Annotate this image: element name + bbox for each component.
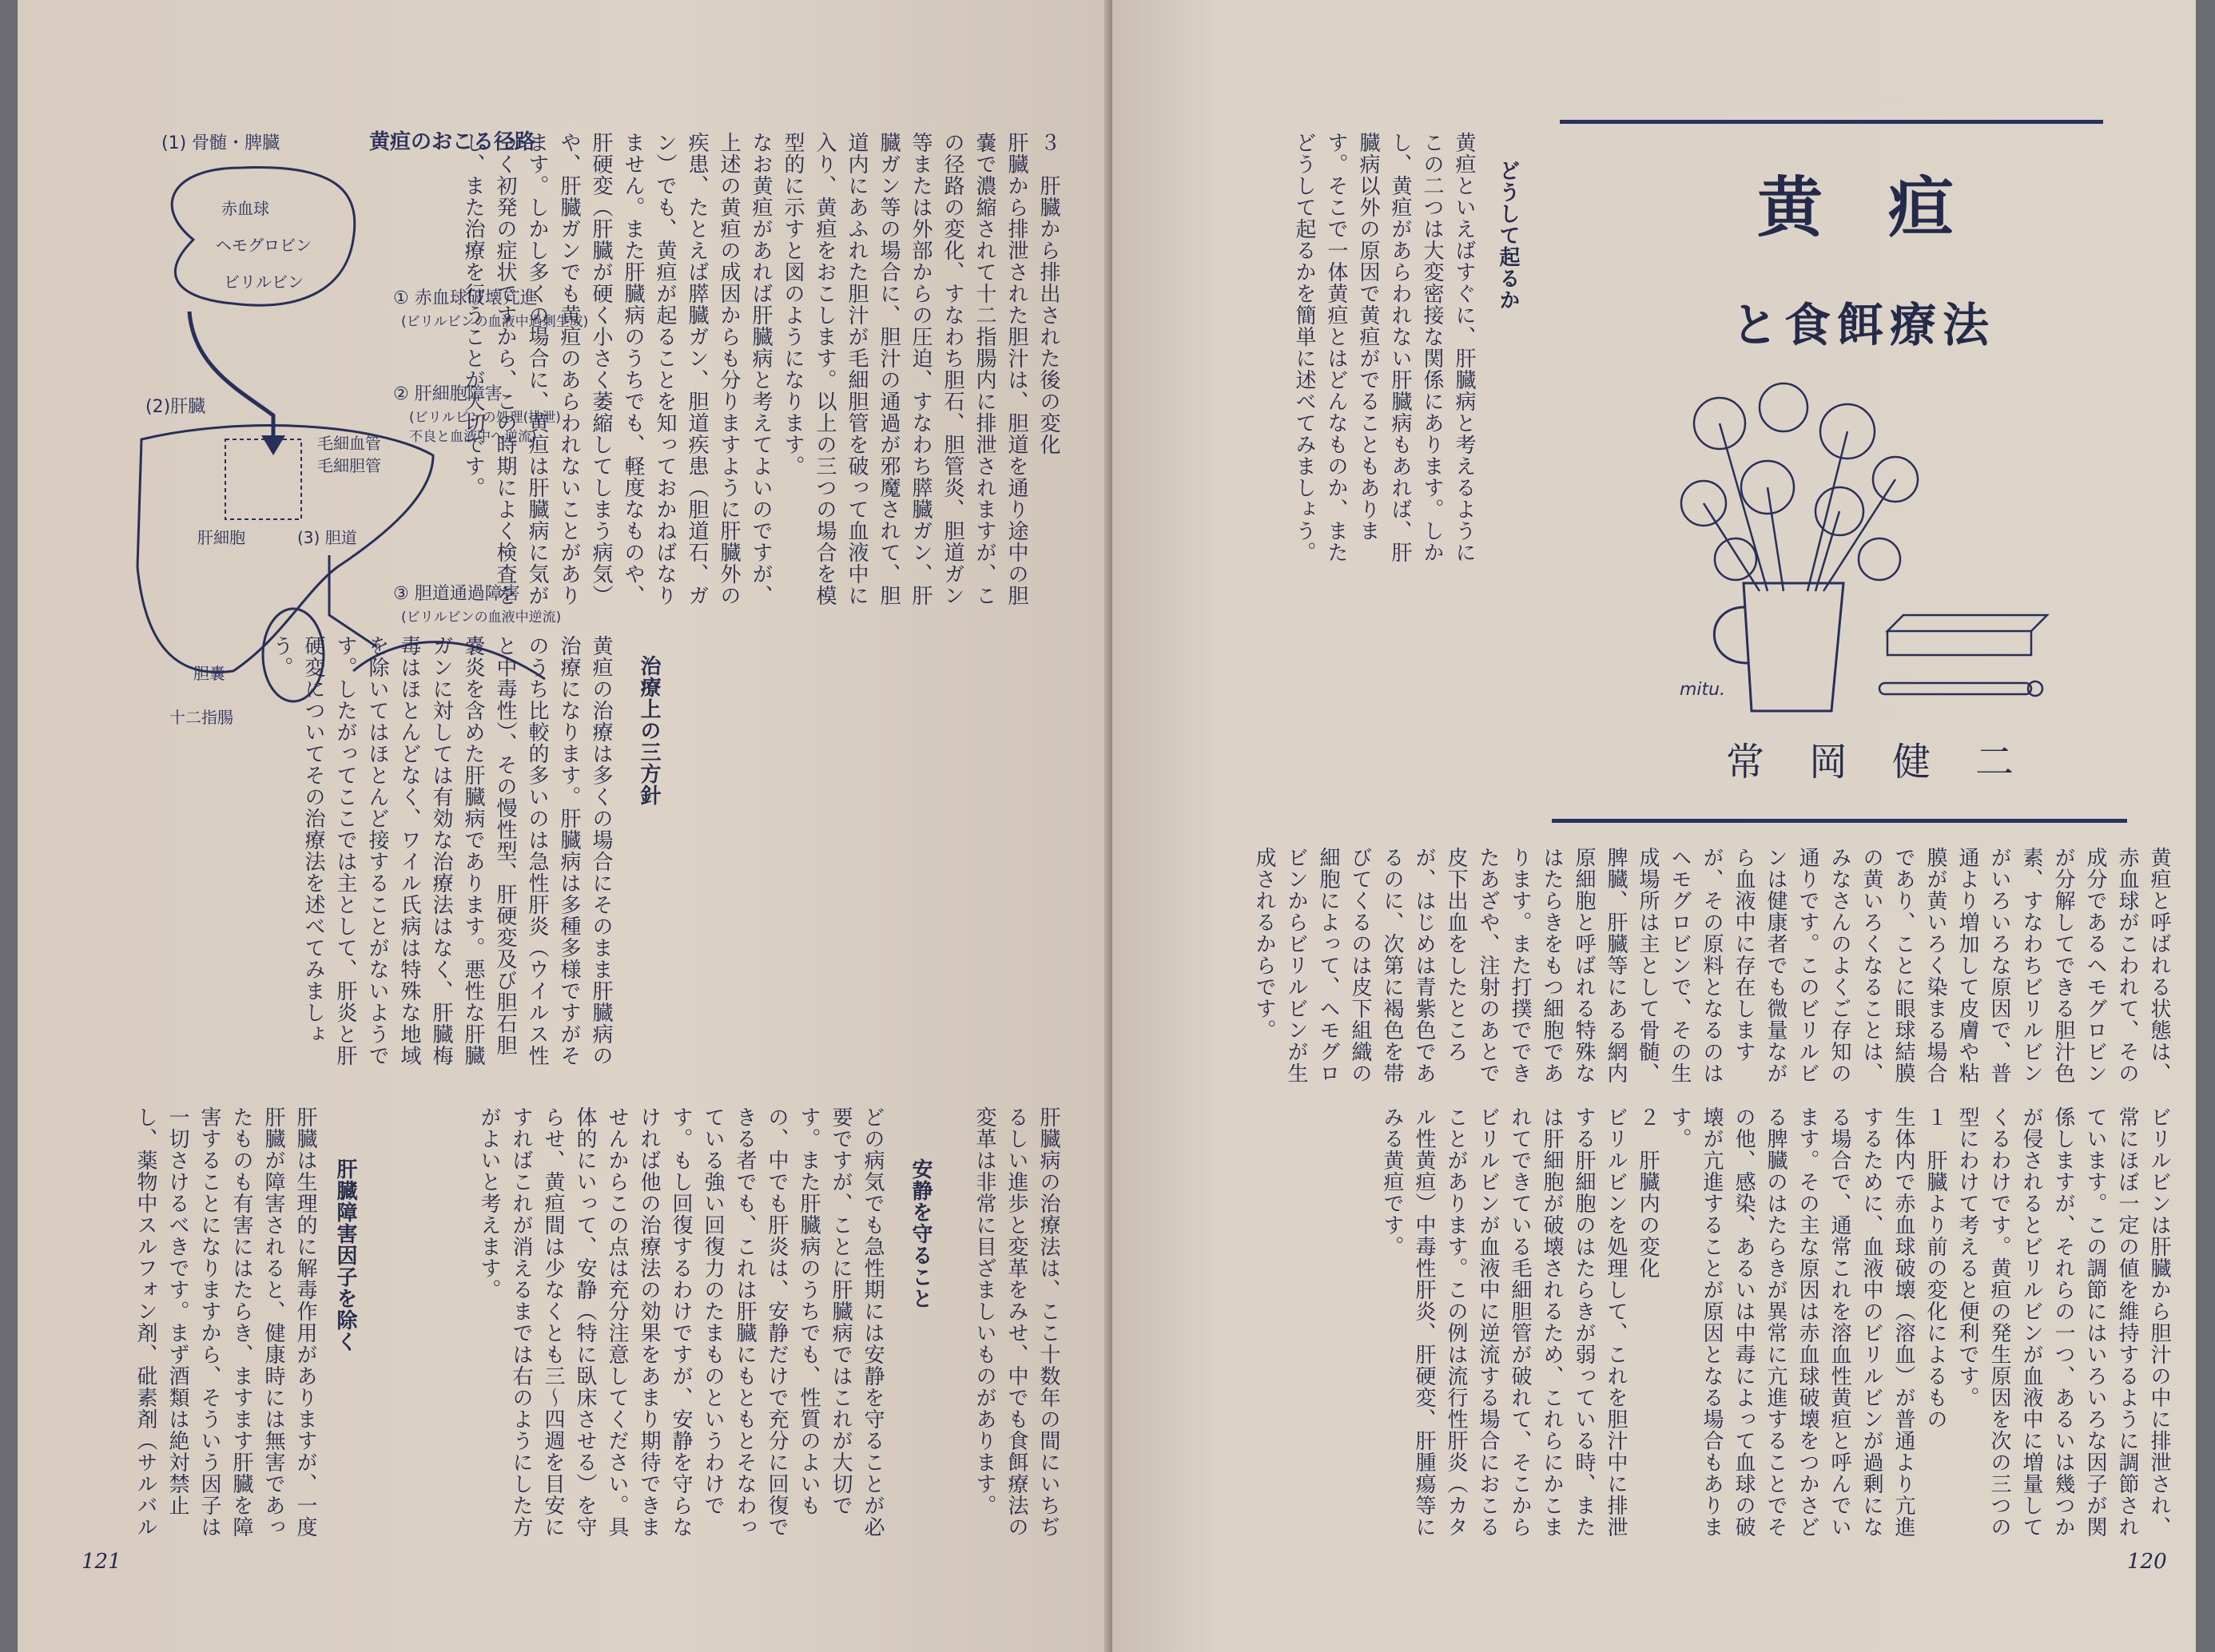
arrowhead [261,435,285,455]
flower-vase-illustration [1672,375,2087,727]
page-number-right: 120 [2127,1550,2167,1574]
heading-treatment: 治療上の三方針 [637,655,661,806]
label-liver: (2)肝臓 [145,397,206,417]
label-duodenum: 十二指腸 [169,708,233,727]
capillary-grid [225,439,301,519]
left-page [18,0,1112,1652]
label-bile-duct: (3) 胆道 [297,528,357,547]
diagram-title: 黄疸のおこる径路 [369,130,536,154]
right-page [1112,0,2196,1652]
left-text-lower-1: 肝臓病の治療法は、ここ十数年の間にいちぢるしい進歩と変革をみせ、中でも食餌療法の変革は非常に目ざましいものがあります。 [972,1106,1060,1538]
cause-2-note-2: 不良と血液中へ逆流) [409,429,537,445]
title-rule-bottom [1552,819,2127,823]
flowers [1681,383,1918,591]
article-subtitle: と食餌療法 [1731,298,1995,352]
cause-1-note: (ビリルビンの血液中過剰生成) [401,314,589,330]
cause-1: ① 赤血球破壊亢進 [393,288,538,308]
left-text-upper: ３ 肝臓から排出された後の変化 肝臓から排泄された胆汁は、胆道を通り途中の胆嚢で濃縮されて十二指腸内に排泄されますが、この径路の変化、すなわち胆石、胆管炎、胆道ガン等または外部からの圧迫、すなわち膵臓ガン、肝臓ガン等の場合に、胆汁の通過が邪魔されて、胆道内にあふれた胆汁が毛細胆管を破って血液中に入り、黄疸をおこします。以上の三つの場合を模型的に示すと図のようになります。 なお黄疸があれば肝臓病と考えてよいのですが、上述の黄疸の成因からも分りますように肝臓外の疾患、たとえば膵臓ガン、胆道疾患（胆道石、ガン）でも、黄疸が起ることを知っておかねばなりません。また肝臓病のうちでも、軽度なものや、肝硬変（肝臓が硬く小さく萎縮してしまう病気）や、肝臓ガンでも黄疸のあらわれないことがあります。しかし多くの場合に、黄疸は肝臓病に気がつく初発の症状ですから、この時期によく検査をし、また治療を行うことが大切です。 [461,132,1060,606]
thermometer-sketch [1879,681,2042,696]
vase [1744,583,1843,711]
label-hemoglobin: ヘモグロビン [216,236,312,255]
heading-rest: 安静を守ること [909,1158,933,1309]
left-text-rest: どの病気でも急性期には安静を守ることが必要ですが、ことに肝臓病ではこれが大切です。また肝臓病のうちでも、性質のよいもの、中でも肝炎は、安静だけで充分に回復できる者でも、これは肝臓にもともとそなわっている強い回復力のたまものというわけです。もし回復するわけですが、安静を守らなければ他の治療法の効果をあまり期待できませんからこの点は充分注意してください。具体的にいって、安静（特に臥床させる）を守らせ、黄疸間は少なくとも三～四週を目安にすればこれが消えるまでは右のようにした方がよいと考えます。 [477,1106,885,1538]
page-number-left: 121 [82,1550,121,1574]
label-hepatocyte: 肝細胞 [197,528,245,547]
right-text-lower: ビリルビンは肝臓から胆汁の中に排泄され、常にほぼ一定の値を維持するように調節されています。この調節にはいろいろな因子が関係しますが、それらの一つ、あるいは幾つかが侵されるとビリルビンが血液中に増量してくるわけです。黄疸の発生原因を次の三つの型にわけて考えると便利です。 １ 肝臓より前の変化によるもの 生体内で赤血球破壊（溶血）が普通より亢進するために、血液中のビリルビンが過剰になる場合で、通常これを溶血性黄疸と呼んでいます。その主な原因は赤血球破壊をつかさどる脾臓のはたらきが異常に亢進することでその他、感染、あるいは中毒によって血球の破壊が亢進することが原因となる場合もあります。 ２ 肝臓内の変化 ビリルビンを処理して、これを胆汁中に排泄する肝細胞のはたらきが弱っている時、または肝細胞が破壊されるため、これらにかこまれてできている毛細胆管が破れて、そこからビリルビンが血液中に逆流する場合におこることがあります。この例は流行性肝炎（カタル性黄疸）中毒性肝炎、肝硬変、肝腫瘍等にみる黄疸です。 [1380,1106,2171,1538]
heading-how-it-occurs: どうして起るか [1496,160,1520,311]
label-bone-marrow: (1) 骨髄・脾臓 [161,133,280,153]
left-text-treatment: 黄疸の治療は多くの場合にそのまま肝臓病の治療になります。肝臓病は多種多様ですがそのうち比較的多いのは急性肝炎（ウイルス性と中毒性）、その慢性型、肝硬変及び胆石胆嚢炎を含めた肝臓病であります。悪性な肝臓ガンに対しては有効な治療法はなく、肝臓梅毒はほとんどなく、ワイル氏病は特殊な地域を除いてはほとんど接することがないようです。したがってここでは主として、肝炎と肝硬変についてその治療法を述べてみましょう。 [269,635,613,1066]
label-bile-capillary: 毛細胆管 [317,456,381,475]
cause-2: ② 肝細胞障害 [393,384,503,404]
book-sketch [1887,615,2047,655]
article-author: 常 岡 健 二 [1725,740,2017,784]
heading-liver-damage: 肝臓障害因子を除く [333,1158,357,1352]
arrow-to-liver [189,312,273,439]
label-gallbladder: 胆嚢 [193,664,225,683]
label-bilirubin: ビリルビン [224,272,304,292]
label-rbc: 赤血球 [221,199,269,218]
left-text-liver-damage: 肝臓は生理的に解毒作用がありますが、一度肝臓が障害されると、健康時には無害であったものも有害にはたらき、ますます肝臓を障害することになりますから、そういう因子は一切さけるべきです。まず酒類は絶対禁止し、薬物中スルフォン剤、砒素剤（サルバル [133,1106,317,1538]
illustrator-signature: mitu. [1680,680,1726,700]
title-rule-top [1560,120,2103,124]
cause-3-note: (ビリルビンの血液中逆流) [401,610,562,625]
cause-2-note-1: (ビリルビンの処理(排泄) [409,410,561,426]
vase-handle [1714,607,1748,663]
label-capillary: 毛細血管 [317,434,381,453]
cause-3: ③ 胆道通過障害 [393,584,520,604]
right-text-intro: 黄疸と呼ばれる状態は、赤血球がこわれて、その成分であるヘモグロビンが分解してできる胆汁色素、すなわちビリルビンがいろいろな原因で、普通より増加して皮膚や粘膜が黄いろく染まる場合であり、ことに眼球結膜の黄いろくなることは、みなさんのよくご存知の通りです。このビリルビンは健康者でも微量ながら血液中に存在しますが、その原料となるのはヘモグロビンで、その生成場所は主として骨髄、脾臓、肝臓等にある網内原細胞と呼ばれる特殊なはたらきをもつ細胞であります。また打撲でできたあざや、注射のあとで皮下出血をしたところが、はじめは青紫色であるのに、次第に褐色を帯びてくるのは皮下組織の細胞によって、ヘモグロビンからビリルビンが生成されるからです。 [1252,847,2171,1084]
article-title: 黄 疸 [1756,170,1954,246]
right-text-section: 黄疸といえばすぐに、肝臓病と考えるようにこの二つは大変密接な関係にあります。しかし、黄疸があらわれない肝臓病もあれば、肝臓病以外の原因で黄疸がでることもあります。そこで一体黄疸とはどんなものか、またどうして起るかを簡単に述べてみましょう。 [1292,132,1476,563]
